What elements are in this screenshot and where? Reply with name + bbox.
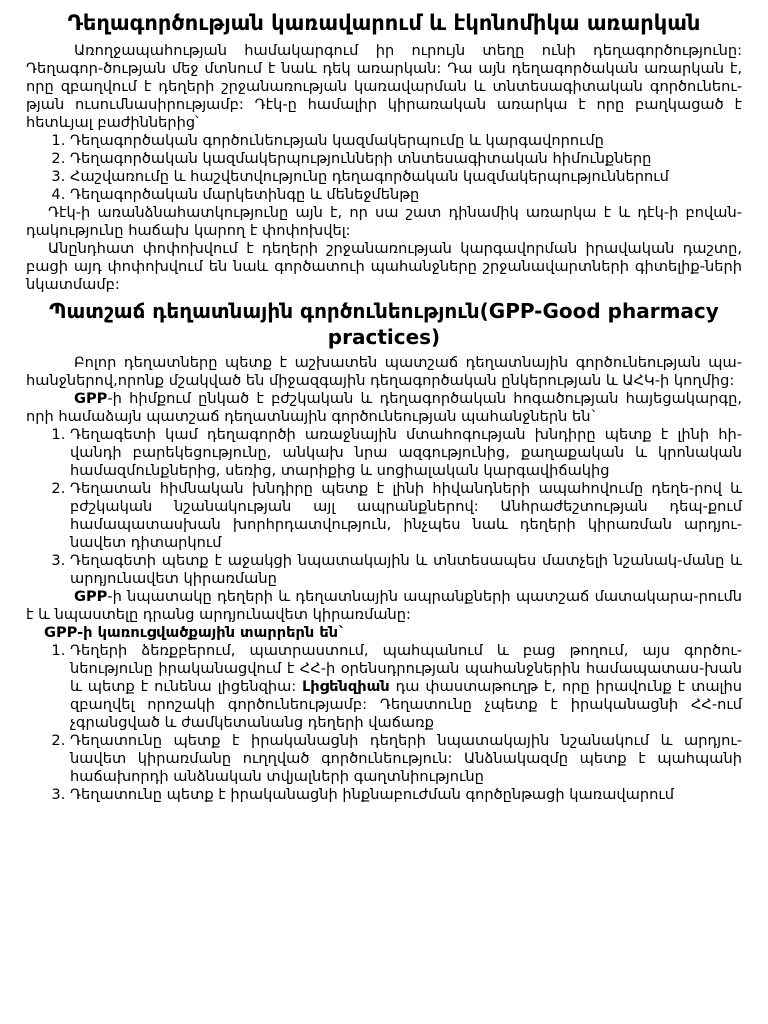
section2-requirements-list bbox=[26, 426, 742, 588]
section2-elements-list bbox=[26, 642, 742, 804]
section1-list bbox=[26, 132, 742, 204]
list-item: 1. Դեղագործական գործունեության կազմակերպումը և կարգավորումը bbox=[70, 132, 742, 150]
list-item: 1. Դեղագետի կամ դեղագործի առաջնային մտահոգության խնդիրը պետք է լինի հի-վանդի բարեկեցությունը, անկախ նրա ազգությունից, քաղաքական և կրոնական համազմունքներից, սեռից, տարիքից և սոցիալական կարգավիճակից bbox=[70, 426, 742, 480]
license-term: Լիցենզիան bbox=[302, 678, 390, 695]
list-item bbox=[70, 732, 742, 786]
item-text: դա փաստաթուղթ է, որը իրավունք է տալիս զբաղվել որոշակի գործունեությամբ: Դեղատունը չպետք է իրականացնի ՀՀ-ում չգրանցված և ժամկետանանց դեղերի վաճառք bbox=[70, 678, 742, 731]
item-text: Դեղատունը պետք է իրականացնի ինքնաբուժման գործընթացի կառավարում bbox=[70, 786, 674, 803]
list-item: 2. Դեղատան հիմնական խնդիրը պետք է լինի հիվանդների ապահովումը դեղե-րով և բժշկական նշանակության այլ ապրանքներով: Անհրաժեշտության դեպ-քում համապատասխան խորհրդատվություն, ինչպես նաև դեղերի կիրառման արդյու-նավետ դիտարկում bbox=[70, 480, 742, 552]
section2-paragraph-1: Բոլոր դեղատները պետք է աշխատեն պատշաճ դեղատնային գործունեության պա-հանջներով,որոնք մշակված են միջազգային դեղագործական ընկերության և ԱՀԿ-ի կողմից: bbox=[26, 354, 742, 389]
section2-subheading: GPP-ի կառուցվածքային տարրերն են` bbox=[44, 624, 346, 641]
list-item: 3. Դեղագետի պետք է աջակցի նպատակային և տնտեսապես մատչելի նշանակ-մանը և արդյունավետ կիրառմանը bbox=[70, 552, 742, 588]
section1-paragraph-2: Դէկ-ի առանձնահատկությունը այն է, որ սա շատ դինամիկ առարկա է և դէկ-ի բովան-դակությունը հաճախ կարող է փոփոխվել: bbox=[26, 204, 742, 239]
list-item: 3. Հաշվառումը և հաշվետվությունը դեղագործական կազմակերպություններում bbox=[70, 168, 742, 186]
list-item: 2. Դեղագործական կազմակերպությունների տնտեսագիտական հիմունքները bbox=[70, 150, 742, 168]
section1-paragraph-1: Առողջապահության համակարգում իր ուրույն տեղը ունի դեղագործությունը: Դեղագոր-ծության մեջ մտնում է նաև դեկ առարկան: Դա այն դեղագործական առարկան է, որը զբաղվում է դեղերի շրջանառության կառավարման և տնտեսագիտական գործունեու-թյան ուսումնասիրությամբ: Դէկ-ը համալիր կիրառական առարկա է որը բաղկացած է հետևյալ բաժիններից՝ bbox=[26, 42, 742, 131]
gpp-term: GPP bbox=[74, 390, 108, 407]
item-text: Դեղերի ձեռքբերում, պատրաստում, պահպանում և բաց թողում, այս գործու-նեությունը իրականացվում է ՀՀ-ի օրենսդրության պահանջներին համապատաս-խան և պետք է ունենա լիցենզիա: bbox=[70, 642, 742, 695]
paragraph-text: -ի նպատակը դեղերի և դեղատնային ապրանքների պատշաճ մատակարա-րումն է և նպաստելը դրանց արդյունավետ կիրառմանը: bbox=[26, 588, 742, 623]
list-item bbox=[70, 642, 742, 732]
list-item bbox=[70, 786, 742, 804]
item-text: Դեղատունը պետք է իրականացնի դեղերի նպատակային նշանակում և արդյու-նավետ կիրառմանը ուղղված գործունեություն: Անձնակազմը պետք է պահպանի հաճախորդի անձնական տվյալների գաղտնիությունը bbox=[70, 732, 742, 785]
section2-title: Պատշաճ դեղատնային գործունեություն(GPP-Good pharmacy practices) bbox=[49, 299, 719, 349]
section2-paragraph-3 bbox=[26, 588, 742, 624]
section2-paragraph-2 bbox=[26, 390, 742, 426]
list-item: 4. Դեղագործական մարկետինգը և մենեջմենթը bbox=[70, 186, 742, 204]
gpp-term: GPP bbox=[74, 588, 108, 605]
section1-paragraph-3: Անընդհատ փոփոխվում է դեղերի շրջանառության կարգավորման իրավական դաշտը, բացի այդ փոփոխվում են նաև գործատուի պահանջները շրջանավարտների գիտելիք-ների նկատմամբ: bbox=[26, 240, 742, 293]
section1-title: Դեղագործության կառավարում և էկոնոմիկա առարկան bbox=[67, 11, 701, 35]
paragraph-text: -ի հիմքում ընկած է բժշկական և դեղագործական հոգածության հայեցակարգը, որի համաձայն պատշաճ դեղատնային գործունեության պահանջներն են` bbox=[26, 390, 742, 425]
